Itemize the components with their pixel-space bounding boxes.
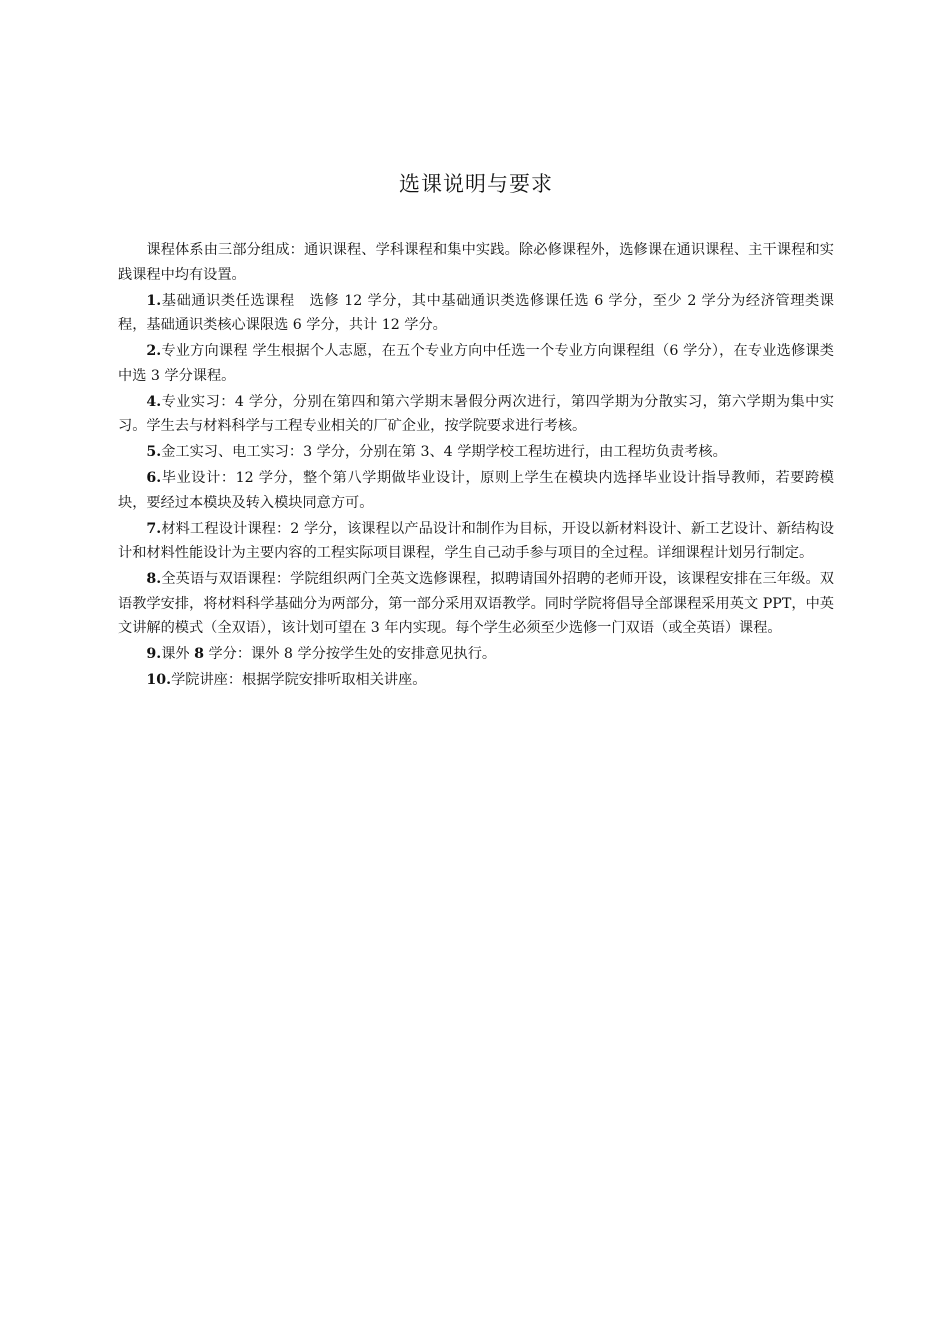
document-page — [118, 168, 834, 694]
item-6 — [118, 466, 834, 515]
item-text-bold: 8 — [194, 646, 204, 662]
item-text: 专业实习：4 学分，分别在第四和第六学期末暑假分两次进行，第四学期为分散实习，第六学期为集中实习。学生去与材料科学与工程专业相关的厂矿企业，按学院要求进行考核。 — [118, 393, 834, 434]
intro-paragraph: 课程体系由三部分组成：通识课程、学科课程和集中实践。除必修课程外，选修课在通识课程、主干课程和实践课程中均有设置。 — [118, 242, 834, 283]
item-text: 基础通识类任选课程 选修 12 学分，其中基础通识类选修课任选 6 学分，至少 2 学分为经济管理类课程，基础通识类核心课限选 6 学分，共计 12 学分。 — [118, 292, 834, 333]
item-text: 专业方向课程 学生根据个人志愿，在五个专业方向中任选一个专业方向课程组（6 学分），在专业选修课类中选 3 学分课程。 — [118, 343, 834, 384]
item-7 — [118, 517, 834, 566]
item-1 — [118, 289, 834, 338]
item-number: 4. — [146, 393, 162, 410]
item-10 — [118, 668, 834, 693]
item-9 — [118, 642, 834, 667]
page-title: 选课说明与要求 — [399, 172, 553, 196]
item-number: 7. — [146, 520, 162, 537]
item-text: 学院讲座：根据学院安排听取相关讲座。 — [171, 672, 427, 688]
item-4 — [118, 390, 834, 439]
item-number: 6. — [146, 470, 162, 486]
item-text: 全英语与双语课程：学院组织两门全英文选修课程，拟聘请国外招聘的老师开设，该课程安排在三年级。双语教学安排，将材料科学基础分为两部分，第一部分采用双语教学。同时学院将倡导全部课程采用英文 PPT，中英文讲解的模式（全双语），该计划可望在 3 年内实现。每个学生必须至少选修一门双语（或全英语）课程。 — [118, 571, 834, 636]
item-text: 学分：课外 8 学分按学生处的安排意见执行。 — [203, 646, 497, 662]
item-text: 课外 — [161, 646, 195, 662]
item-number: 1. — [146, 292, 162, 309]
item-text: 金工实习、电工实习：3 学分，分别在第 3、4 学期学校工程坊进行，由工程坊负责考核。 — [161, 444, 727, 460]
item-text: 材料工程设计课程：2 学分，该课程以产品设计和制作为目标，开设以新材料设计、新工艺设计、新结构设计和材料性能设计为主要内容的工程实际项目课程，学生自己动手参与项目的全过程。详细课程计划另行制定。 — [118, 520, 834, 561]
item-number: 2. — [146, 343, 162, 359]
item-number: 8. — [146, 571, 162, 587]
item-number: 10. — [146, 672, 172, 688]
item-2 — [118, 339, 834, 388]
item-8 — [118, 567, 834, 641]
item-text: 毕业设计：12 学分，整个第八学期做毕业设计，原则上学生在模块内选择毕业设计指导教师，若要跨模块，要经过本模块及转入模块同意方可。 — [118, 470, 834, 511]
item-number: 5. — [146, 444, 162, 460]
item-number: 9. — [146, 646, 162, 662]
item-5 — [118, 440, 834, 465]
